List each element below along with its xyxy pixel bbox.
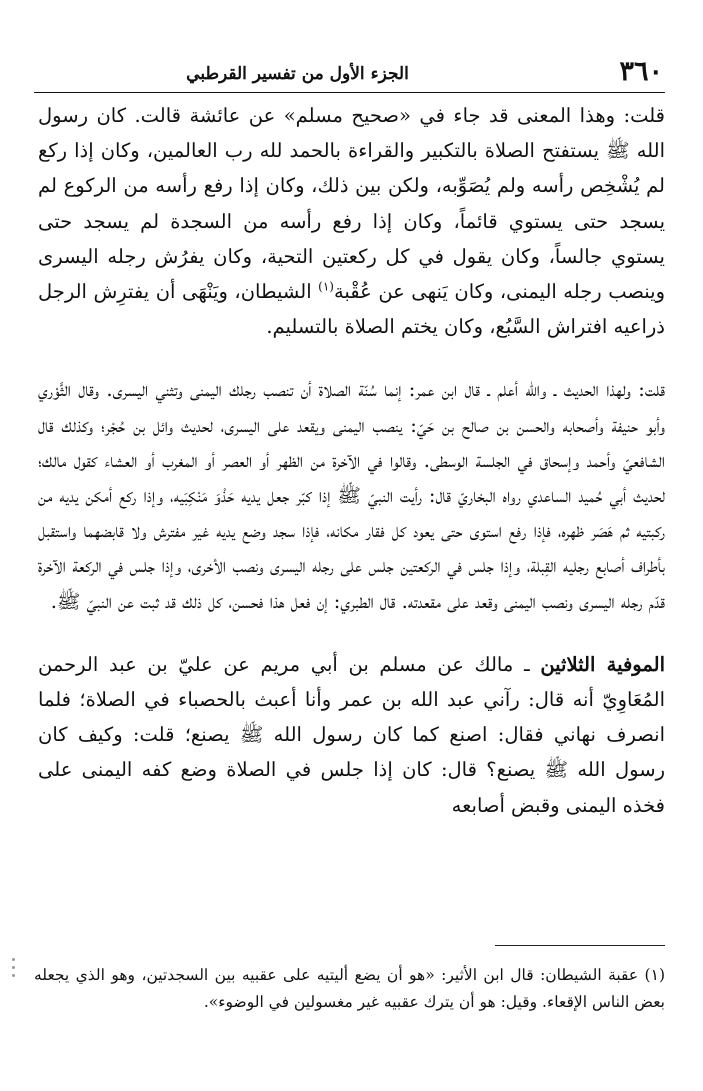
margin-mark bbox=[12, 974, 15, 977]
page-number: ٣٦٠ bbox=[619, 56, 663, 87]
paragraph-text: قلت: ولهذا الحديث ـ والله أعلم ـ قال ابن عمر: إنما سُنّة الصلاة أن تنصب رجلك اليمنى وتثني اليسرى. وقال الثَّوْري وأبو حنيفة وأصحابه والحسن بن صالح بن حَيّ: ينصب اليمنى ويقعد على اليسرى، لحديث وائل بن حُجْر؛ وكذلك قال الشافعيّ وأحمد وإسحاق في الجلسة الوسطى. وقالوا في الآخرة من الظهر أو العصر أو المغرب أو العشاء كقول مالك؛ لحديث أبي حُميد الساعدي رواه البخاريّ قال: رأيت النبيّ ﷺ إذا كبّر جعل يديه حَذْوَ مَنْكِبَيه، وإذا ركع أمكن يديه من ركبتيه ثم هَصَر ظهره، فإذا رفع استوى حتى يعود كل فقار مكانه، فإذا سجد وضع يديه غير مفترش ولا قابضهما واستقبل بأطراف أصابع رجليه القِبلة، وإذا جلس في الركعتين جلس على رجله اليسرى ونصب الأخرى، وإذا جلس في الركعة الآخرة قدّم رجله اليسرى ونصب اليمنى وقعد على مقعدته. قال الطبري: إن فعل هذا فحسن، كل ذلك قد ثبت عن النبيّ ﷺ. bbox=[38, 378, 665, 613]
header-rule bbox=[34, 92, 665, 93]
footnote bbox=[34, 962, 665, 1016]
footnote-marker[interactable]: (١) bbox=[318, 279, 334, 294]
footnote-text: (١) عقبة الشيطان: قال ابن الأثير: «هو أن يضع أليتيه على عقبيه بين السجدتين، وهو الذي يجعله بعض الناس الإقعاء. وقيل: هو أن يترك عقبيه غير مغسولين في الوضوء». bbox=[34, 966, 665, 1011]
footnote-rule bbox=[495, 945, 665, 946]
paragraph-text: قلت: وهذا المعنى قد جاء في «صحيح مسلم» عن عائشة قالت. كان رسول الله ﷺ يستفتح الصلاة بالتكبير والقراءة بالحمد لله رب العالمين، وكان إذا ركع لم يُشْخِص رأسه ولم يُصَوِّبه، ولكن بين ذلك، وكان إذا رفع رأسه من الركوع لم يسجد حتى يستوي قائماً، وكان إذا رفع رأسه من السجدة لم يسجد حتى يستوي جالساً، وكان يقول في كل ركعتين التحية، وكان يفرُش رجله اليسرى وينصب رجله اليمنى، وكان يَنهى عن عُقْبة bbox=[38, 104, 665, 304]
paragraph-text-continued: الشيطان، ويَنْهَى أن يفترِش الرجل ذراعيه افتراش السَّبُع، وكان يختم الصلاة بالتسليم. bbox=[38, 280, 665, 339]
page-header bbox=[38, 56, 667, 96]
paragraph-text: ـ مالك عن مسلم بن أبي مريم عن عليّ بن عبد الرحمن المُعَاوِيّ أنه قال: رآني عبد الله بن عمر وأنا أعبث بالحصباء في الصلاة؛ فلما انصرف نهاني فقال: اصنع كما كان رسول الله ﷺ يصنع؛ قلت: وكيف كان رسول الله ﷺ يصنع؟ قال: كان إذا جلس في الصلاة وضع كفه اليمنى على فخذه اليمنى وقبض أصابعه bbox=[38, 652, 665, 817]
paragraph bbox=[38, 647, 665, 823]
margin-mark bbox=[12, 966, 15, 969]
main-text bbox=[38, 98, 665, 823]
paragraph bbox=[38, 372, 665, 618]
margin-mark bbox=[12, 958, 15, 961]
paragraph bbox=[38, 98, 665, 344]
section-heading: الموفية الثلاثين bbox=[540, 652, 665, 676]
running-title: الجزء الأول من تفسير القرطبي bbox=[186, 64, 409, 84]
